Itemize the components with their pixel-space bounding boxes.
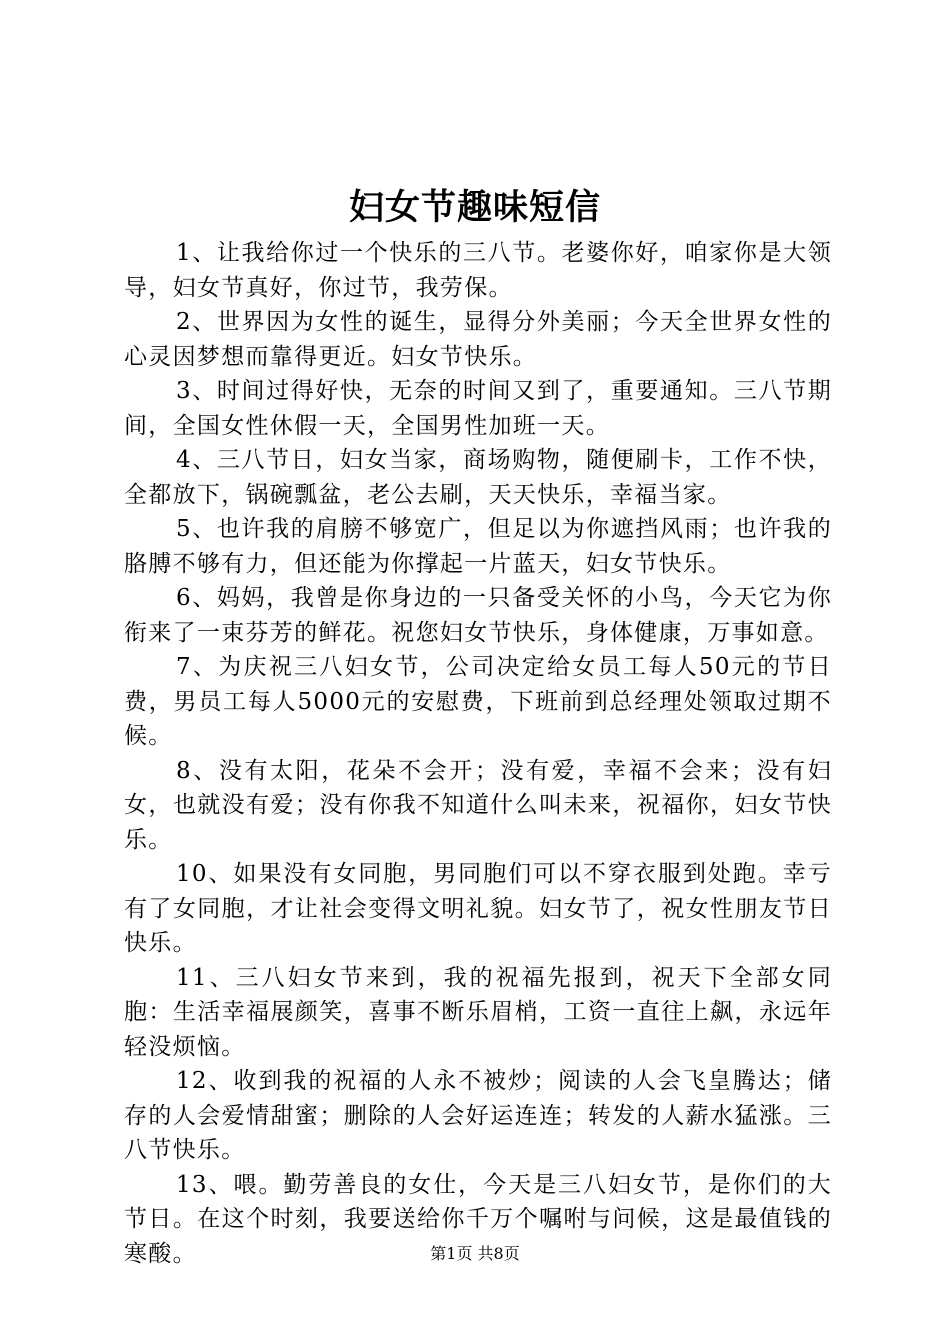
document-body xyxy=(124,236,832,1271)
document-title: 妇女节趣味短信 xyxy=(348,187,601,228)
paragraph: 4、三八节日，妇女当家，商场购物，随便刷卡，工作不快，全都放下，锅碗瓢盆，老公去刷，天天快乐，幸福当家。 xyxy=(124,447,832,508)
paragraph: 3、时间过得好快，无奈的时间又到了，重要通知。三八节期间，全国女性休假一天，全国男性加班一天。 xyxy=(124,378,832,439)
paragraph: 12、收到我的祝福的人永不被炒；阅读的人会飞皇腾达；储存的人会爱情甜蜜；删除的人会好运连连；转发的人薪水猛涨。三八节快乐。 xyxy=(124,1068,832,1163)
paragraph: 6、妈妈，我曾是你身边的一只备受关怀的小鸟，今天它为你衔来了一束芬芳的鲜花。祝您妇女节快乐，身体健康，万事如意。 xyxy=(124,585,832,646)
paragraph: 13、喂。勤劳善良的女仕，今天是三八妇女节，是你们的大节日。在这个时刻，我要送给你千万个嘱咐与问候，这是最值钱的寒酸。 xyxy=(124,1171,832,1267)
paragraph: 7、为庆祝三八妇女节，公司决定给女员工每人50元的节日费，男员工每人5000元的安慰费，下班前到总经理处领取过期不候。 xyxy=(124,654,832,749)
page-number-footer: 第1页 共8页 xyxy=(430,1244,520,1263)
paragraph: 10、如果没有女同胞，男同胞们可以不穿衣服到处跑。幸亏有了女同胞，才让社会变得文明礼貌。妇女节了，祝女性朋友节日快乐。 xyxy=(124,861,832,956)
paragraph: 5、也许我的肩膀不够宽广，但足以为你遮挡风雨；也许我的胳膊不够有力，但还能为你撑起一片蓝天，妇女节快乐。 xyxy=(124,516,832,577)
paragraph: 1、让我给你过一个快乐的三八节。老婆你好，咱家你是大领导，妇女节真好，你过节，我劳保。 xyxy=(124,240,832,301)
paragraph: 8、没有太阳，花朵不会开；没有爱，幸福不会来；没有妇女，也就没有爱；没有你我不知道什么叫未来，祝福你，妇女节快乐。 xyxy=(124,757,832,853)
paragraph: 2、世界因为女性的诞生，显得分外美丽；今天全世界女性的心灵因梦想而靠得更近。妇女节快乐。 xyxy=(124,309,832,370)
paragraph: 11、三八妇女节来到，我的祝福先报到，祝天下全部女同胞：生活幸福展颜笑，喜事不断乐眉梢，工资一直往上飙，永远年轻没烦恼。 xyxy=(124,964,832,1060)
